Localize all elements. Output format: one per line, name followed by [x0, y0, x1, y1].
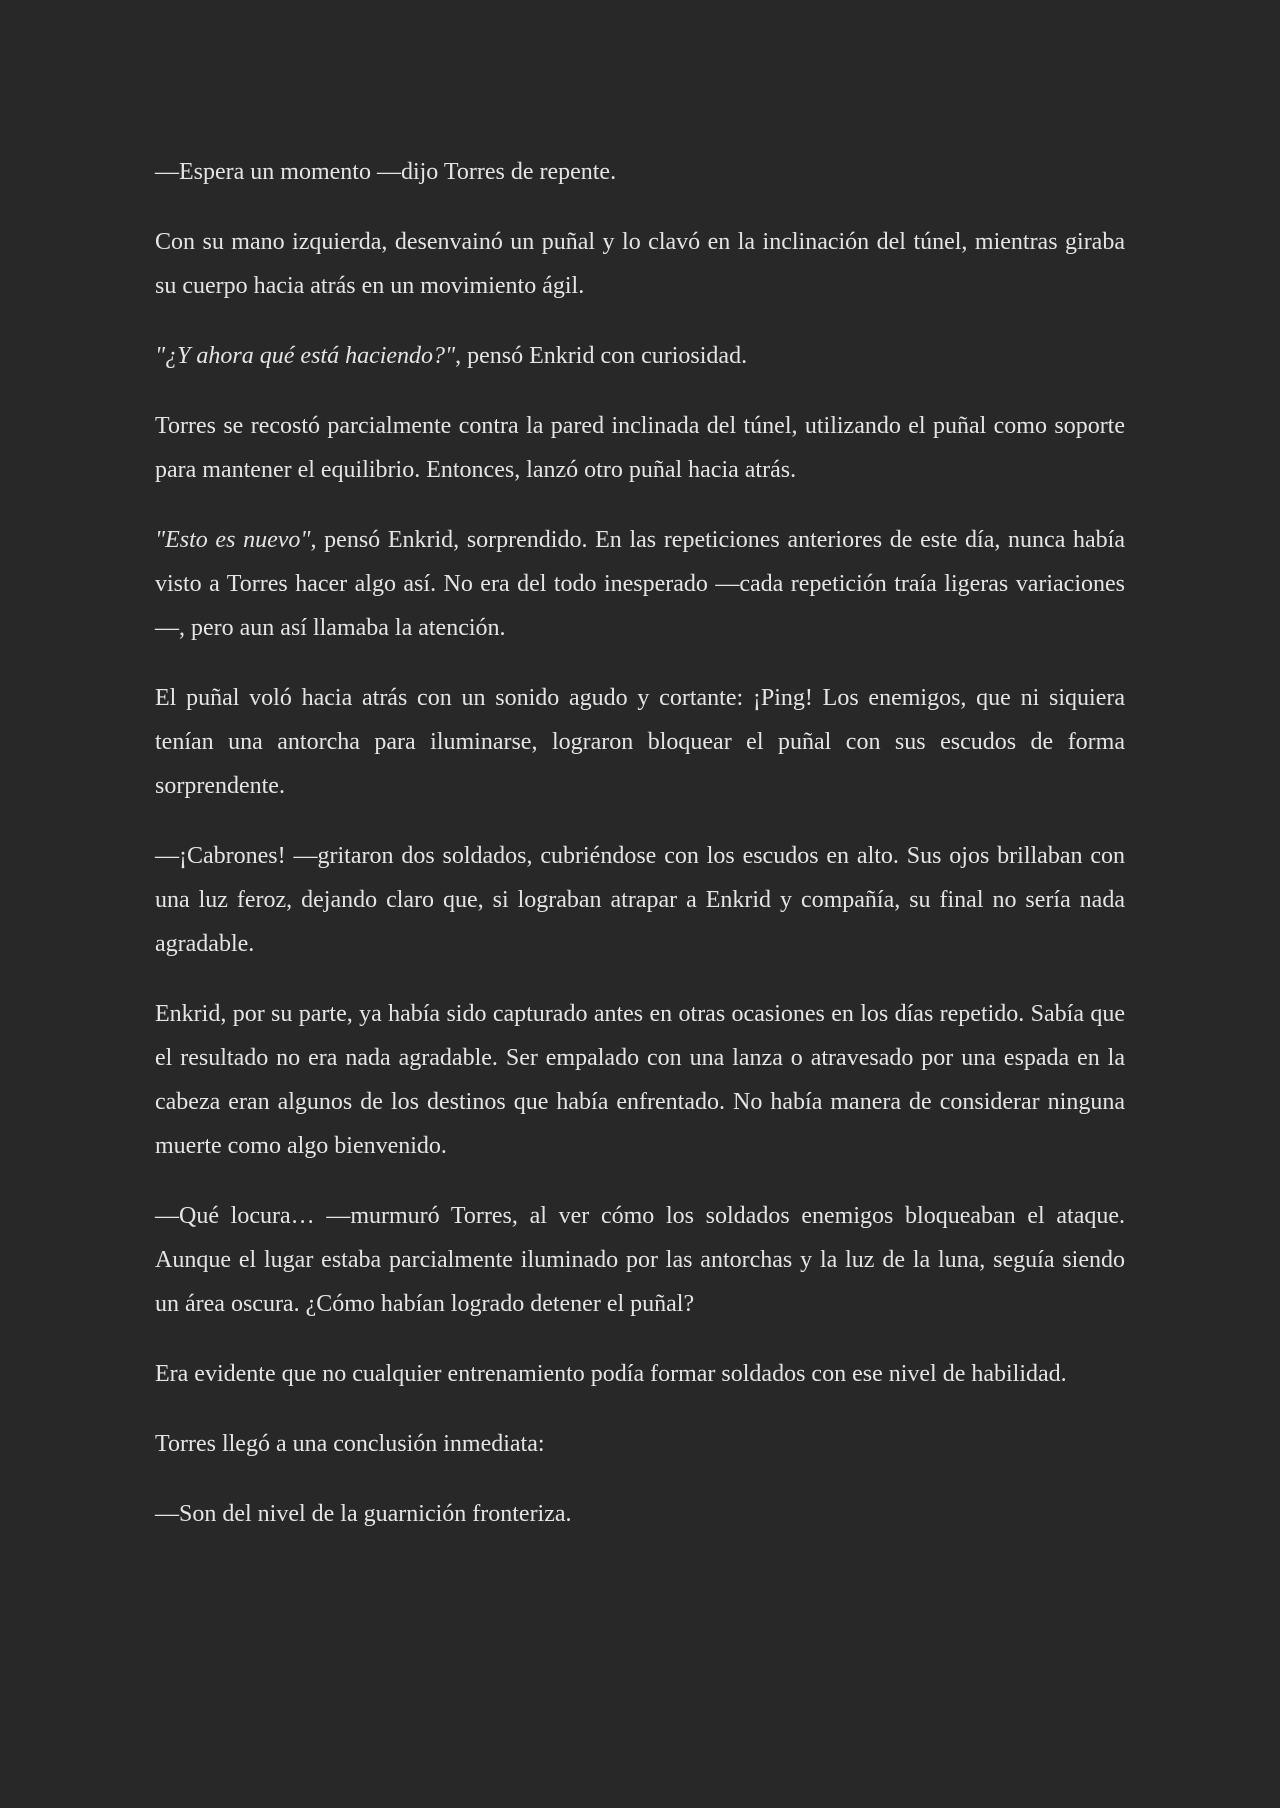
paragraph-3: "¿Y ahora qué está haciendo?", pensó Enkrid con curiosidad.: [155, 343, 748, 369]
paragraph-7: —¡Cabrones! —gritaron dos soldados, cubriéndose con los escudos en alto. Sus ojos brillaban con una luz feroz, dejando claro que, si lograban atrapar a Enkrid y compañía, su final no sería nada agradable.: [155, 843, 1125, 957]
paragraph-6: El puñal voló hacia atrás con un sonido agudo y cortante: ¡Ping! Los enemigos, que ni siquiera tenían una antorcha para iluminarse, lograron bloquear el puñal con sus escudos de forma sorprendente.: [155, 685, 1125, 799]
paragraph-5: "Esto es nuevo", pensó Enkrid, sorprendido. En las repeticiones anteriores de este día, nunca había visto a Torres hacer algo así. No era del todo inesperado —cada repetición traía ligeras variaciones—, pero aun así llamaba la atención.: [155, 527, 1126, 641]
paragraph-8: Enkrid, por su parte, ya había sido capturado antes en otras ocasiones en los días repetido. Sabía que el resultado no era nada agradable. Ser empalado con una lanza o atravesado por una espada en la cabeza eran algunos de los destinos que había enfrentado. No había manera de considerar ninguna muerte como algo bienvenido.: [155, 1001, 1125, 1159]
thought-italic: "¿Y ahora qué está haciendo?": [155, 343, 456, 369]
paragraph-12: —Son del nivel de la guarnición fronteriza.: [155, 1501, 572, 1527]
paragraph-4: Torres se recostó parcialmente contra la pared inclinada del túnel, utilizando el puñal como soporte para mantener el equilibrio. Entonces, lanzó otro puñal hacia atrás.: [155, 413, 1125, 483]
paragraph-9: —Qué locura… —murmuró Torres, al ver cómo los soldados enemigos bloqueaban el ataque. Aunque el lugar estaba parcialmente iluminado por las antorchas y la luz de la luna, seguía siendo un área oscura. ¿Cómo habían logrado detener el puñal?: [155, 1203, 1125, 1317]
paragraph-2: Con su mano izquierda, desenvainó un puñal y lo clavó en la inclinación del túnel, mientras giraba su cuerpo hacia atrás en un movimiento ágil.: [155, 229, 1125, 299]
paragraph-10: Era evidente que no cualquier entrenamiento podía formar soldados con ese nivel de habilidad.: [155, 1361, 1067, 1387]
paragraph-1: —Espera un momento —dijo Torres de repente.: [155, 159, 617, 185]
paragraph-11: Torres llegó a una conclusión inmediata:: [155, 1431, 545, 1457]
thought-italic: "Esto es nuevo": [155, 527, 311, 553]
